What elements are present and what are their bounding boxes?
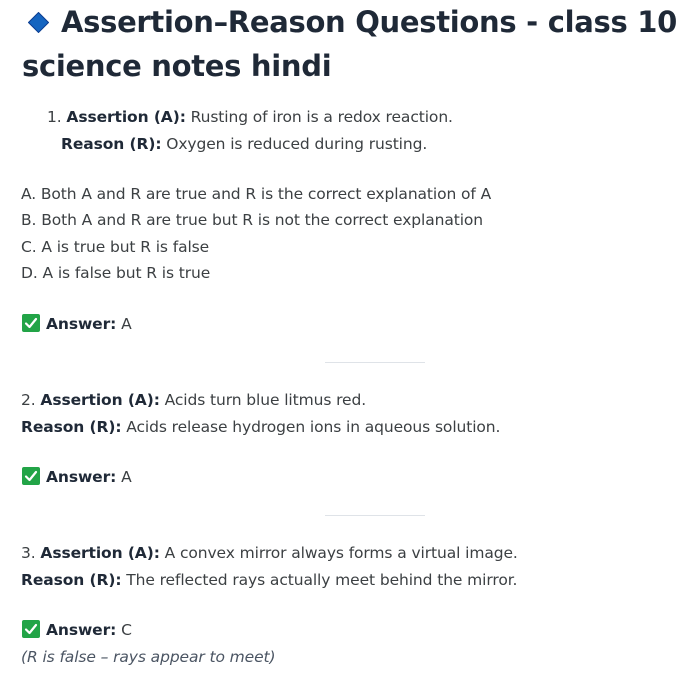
question-2-assertion (21, 389, 366, 411)
reason-label: Reason (R): (21, 571, 122, 589)
question-1-answer (22, 313, 132, 335)
assertion-text: Rusting of iron is a redox reaction. (190, 108, 453, 126)
reason-text: The reflected rays actually meet behind the mirror. (126, 571, 518, 589)
check-mark-icon (22, 314, 40, 332)
answer-label: Answer: (46, 621, 117, 639)
reason-label: Reason (R): (61, 135, 162, 153)
answer-value: C (121, 621, 132, 639)
option-b: B. Both A and R are true but R is not the correct explanation (21, 211, 484, 229)
question-3-reason (21, 569, 517, 591)
question-1-reason (61, 133, 427, 155)
separator (325, 515, 425, 516)
separator (325, 362, 425, 363)
assertion-label: Assertion (A): (66, 108, 186, 126)
reason-label: Reason (R): (21, 418, 122, 436)
blue-diamond-icon (28, 12, 49, 33)
assertion-label: Assertion (A): (40, 544, 160, 562)
question-3-note: (R is false – rays appear to meet) (21, 648, 276, 666)
reason-text: Oxygen is reduced during rusting. (166, 135, 428, 153)
answer-value: A (121, 468, 132, 486)
page-title (22, 0, 682, 88)
answer-value: A (121, 315, 132, 333)
option-d: D. A is false but R is true (21, 264, 211, 282)
check-mark-icon (22, 620, 40, 638)
assertion-label: Assertion (A): (40, 391, 160, 409)
answer-label: Answer: (46, 315, 117, 333)
option-c: C. A is true but R is false (21, 238, 210, 256)
question-2-answer (22, 466, 132, 488)
reason-text: Acids release hydrogen ions in aqueous solution. (126, 418, 501, 436)
page-title-text: Assertion–Reason Questions - class 10 science notes hindi (22, 5, 677, 83)
assertion-text: A convex mirror always forms a virtual image. (164, 544, 518, 562)
question-1-assertion (47, 106, 453, 128)
question-3-assertion (21, 542, 518, 564)
answer-label: Answer: (46, 468, 117, 486)
check-mark-icon (22, 467, 40, 485)
question-number: 1. (47, 108, 62, 126)
assertion-text: Acids turn blue litmus red. (164, 391, 367, 409)
question-number: 3. (21, 544, 36, 562)
option-a: A. Both A and R are true and R is the correct explanation of A (21, 185, 492, 203)
question-2-reason (21, 416, 500, 438)
question-3-answer (22, 619, 132, 641)
question-number: 2. (21, 391, 36, 409)
